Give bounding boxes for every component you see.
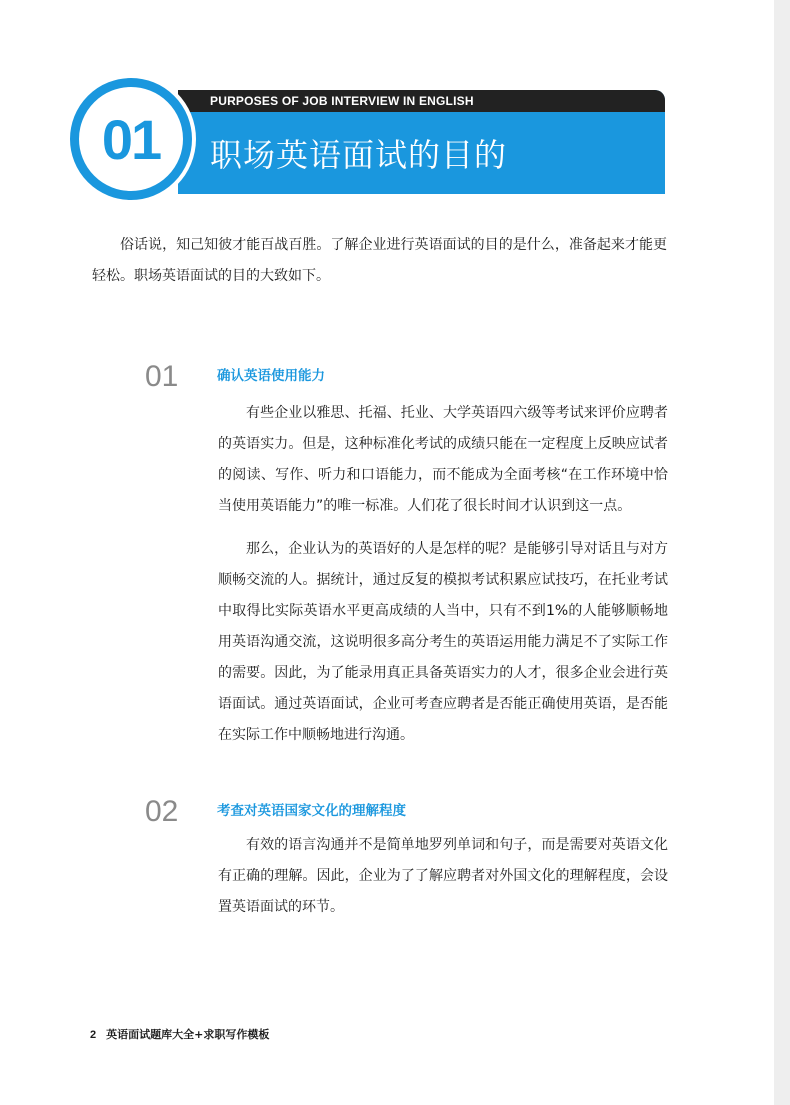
chapter-number-badge bbox=[70, 78, 192, 200]
section-1-number: 01 bbox=[145, 360, 179, 393]
chapter-number: 01 bbox=[101, 108, 161, 171]
chapter-subtitle: PURPOSES OF JOB INTERVIEW IN ENGLISH bbox=[210, 94, 474, 108]
chapter-title-bar bbox=[178, 90, 665, 194]
section-1-paragraph-1: 有些企业以雅思、托福、托业、大学英语四六级等考试来评价应聘者的英语实力。但是，这种标准化考试的成绩只能在一定程度上反映应试者的阅读、写作、听力和口语能力，而不能成为全面考核“在工作环境中恰当使用英语能力”的唯一标准。人们花了很长时间才认识到这一点。 bbox=[218, 405, 668, 514]
chapter-title: 职场英语面试的目的 bbox=[210, 136, 508, 174]
section-1-body bbox=[218, 398, 668, 763]
section-2-paragraph-1: 有效的语言沟通并不是简单地罗列单词和句子，而是需要对英语文化有正确的理解。因此，企业为了了解应聘者对外国文化的理解程度，会设置英语面试的环节。 bbox=[218, 837, 668, 915]
section-1-title: 确认英语使用能力 bbox=[217, 368, 325, 384]
chapter-subtitle-strip bbox=[178, 90, 665, 112]
chapter-header bbox=[70, 78, 670, 203]
section-2-title: 考查对英语国家文化的理解程度 bbox=[217, 803, 406, 819]
section-1-paragraph-2: 那么，企业认为的英语好的人是怎样的呢？是能够引导对话且与对方顺畅交流的人。据统计，通过反复的模拟考试积累应试技巧，在托业考试中取得比实际英语水平更高成绩的人当中，只有不到1%的人能够顺畅地用英语沟通交流，这说明很多高分考生的英语运用能力满足不了实际工作的需要。因此，为了能录用真正具备英语实力的人才，很多企业会进行英语面试。通过英语面试，企业可考查应聘者是否能正确使用英语，是否能在实际工作中顺畅地进行沟通。 bbox=[218, 541, 668, 743]
page-footer bbox=[90, 1026, 269, 1042]
page-number: 2 bbox=[90, 1029, 97, 1041]
page-edge-strip bbox=[774, 0, 790, 1105]
intro-paragraph: 俗话说，知己知彼才能百战百胜。了解企业进行英语面试的目的是什么，准备起来才能更轻松。职场英语面试的目的大致如下。 bbox=[92, 237, 667, 284]
section-2-number: 02 bbox=[145, 795, 179, 828]
book-title: 英语面试题库大全+求职写作模板 bbox=[106, 1028, 270, 1041]
section-2-body bbox=[218, 830, 668, 935]
